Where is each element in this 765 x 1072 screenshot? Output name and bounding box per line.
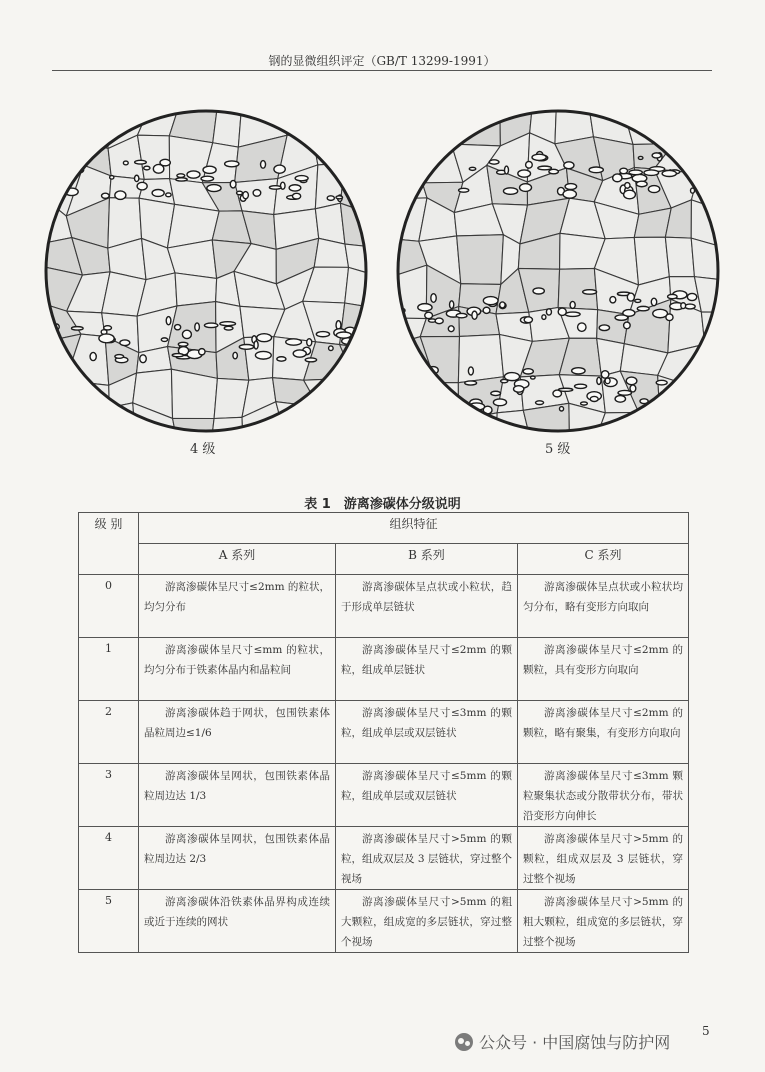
series-c-cell: 游离渗碳体呈尺寸≤2mm 的颗粒，略有聚集，有变形方向取向	[518, 701, 689, 764]
feature-column-header: 组织特征	[139, 513, 689, 544]
table-row	[79, 701, 689, 764]
grade-cell: 4	[79, 827, 139, 890]
series-a-cell: 游离渗碳体趋于网状，包围铁素体晶粒周边≤1/6	[139, 701, 336, 764]
grading-table	[78, 512, 689, 953]
series-b-cell: 游离渗碳体呈尺寸>5mm 的颗粒，组成双层及 3 层链状，穿过整个视场	[336, 827, 518, 890]
series-b-cell: 游离渗碳体呈尺寸>5mm 的粗大颗粒，组成宽的多层链状，穿过整个视场	[336, 890, 518, 953]
grade-cell: 1	[79, 638, 139, 701]
table-row	[79, 827, 689, 890]
series-c-cell: 游离渗碳体呈尺寸>5mm 的颗粒，组成双层及 3 层链状，穿过整个视场	[518, 827, 689, 890]
figure-caption-grade-5: 5 级	[545, 442, 571, 457]
page-number: 5	[702, 1024, 710, 1038]
series-b-header: B 系列	[336, 544, 518, 575]
series-a-header: A 系列	[139, 544, 336, 575]
micrograph-grade-4	[40, 105, 372, 437]
series-a-cell: 游离渗碳体呈网状，包围铁素体晶粒周边达 2/3	[139, 827, 336, 890]
grade-cell: 3	[79, 764, 139, 827]
watermark-text: 公众号 · 中国腐蚀与防护网	[479, 1033, 671, 1052]
table-row	[79, 890, 689, 953]
table-title: 表 1 游离渗碳体分级说明	[304, 497, 461, 512]
series-c-header: C 系列	[518, 544, 689, 575]
series-b-cell: 游离渗碳体呈尺寸≤2mm 的颗粒，组成单层链状	[336, 638, 518, 701]
table-row	[79, 764, 689, 827]
grade-cell: 2	[79, 701, 139, 764]
series-c-cell: 游离渗碳体呈尺寸≤2mm 的颗粒，具有变形方向取向	[518, 638, 689, 701]
series-a-cell: 游离渗碳体呈网状，包围铁素体晶粒周边达 1/3	[139, 764, 336, 827]
header-rule	[52, 70, 712, 71]
series-b-cell: 游离渗碳体呈尺寸≤3mm 的颗粒，组成单层或双层链状	[336, 701, 518, 764]
series-c-cell: 游离渗碳体呈尺寸>5mm 的粗大颗粒，组成宽的多层链状，穿过整个视场	[518, 890, 689, 953]
micrograph-grade-5-image	[392, 105, 724, 437]
grade-column-header: 级 别	[79, 513, 139, 575]
table-row	[79, 638, 689, 701]
series-b-cell: 游离渗碳体呈尺寸≤5mm 的颗粒，组成单层或双层链状	[336, 764, 518, 827]
grade-cell: 0	[79, 575, 139, 638]
running-header: 钢的显微组织评定（GB/T 13299-1991）	[268, 54, 496, 68]
series-a-cell: 游离渗碳体沿铁素体晶界构成连续或近于连续的网状	[139, 890, 336, 953]
micrograph-grade-5	[392, 105, 724, 437]
series-a-cell: 游离渗碳体呈尺寸≤mm 的粒状，均匀分布于铁素体晶内和晶粒间	[139, 638, 336, 701]
table-row	[79, 575, 689, 638]
figure-caption-grade-4: 4 级	[190, 442, 216, 457]
micrograph-grade-4-image	[40, 105, 372, 437]
grade-cell: 5	[79, 890, 139, 953]
series-a-cell: 游离渗碳体呈尺寸≤2mm 的粒状，均匀分布	[139, 575, 336, 638]
series-c-cell: 游离渗碳体呈点状或小粒状均匀分布，略有变形方向取向	[518, 575, 689, 638]
series-c-cell: 游离渗碳体呈尺寸≤3mm 颗粒聚集状态或分散带状分布，带状沿变形方向伸长	[518, 764, 689, 827]
watermark	[455, 1030, 670, 1053]
series-b-cell: 游离渗碳体呈点状或小粒状，趋于形成单层链状	[336, 575, 518, 638]
wechat-icon	[455, 1033, 473, 1051]
